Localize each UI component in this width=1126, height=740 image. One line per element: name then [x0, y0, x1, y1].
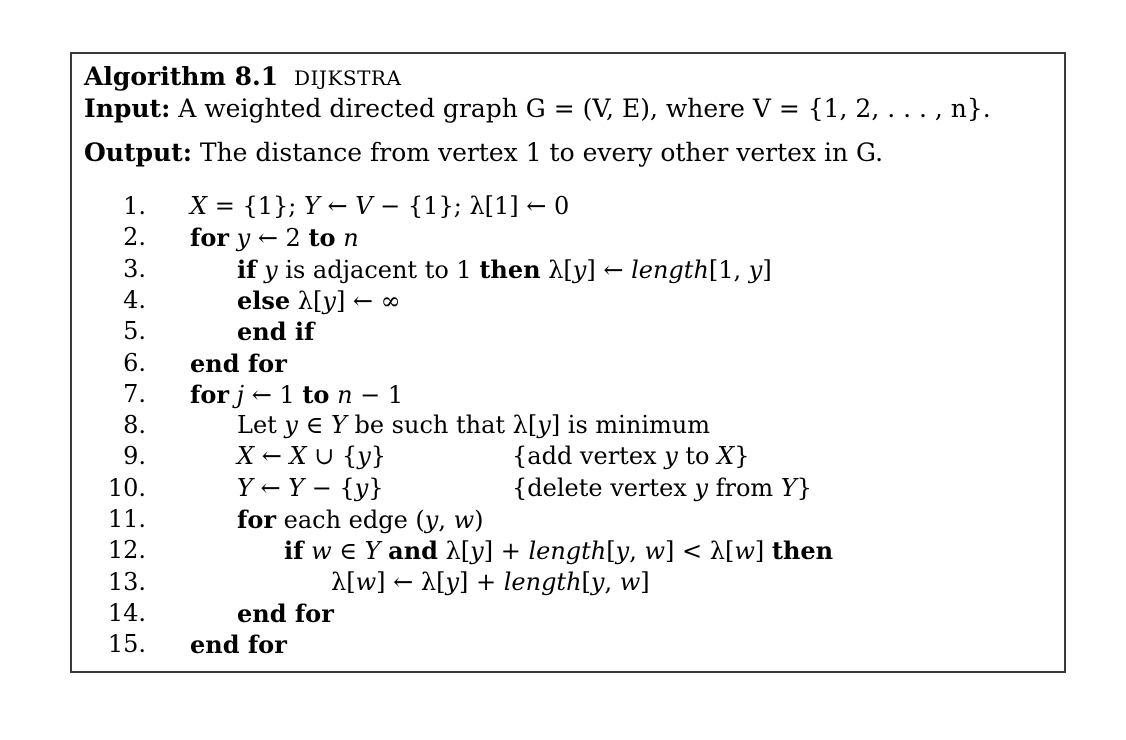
line-code: if w ∈ Y and λ[y] + length[y, w] < λ[w] then: [284, 536, 834, 566]
pseudocode-line: [72, 317, 1052, 347]
line-code: end for: [190, 348, 287, 378]
pseudocode-line: [72, 630, 1052, 660]
line-number: 9.: [123, 442, 146, 471]
pseudocode-line: [72, 411, 1052, 441]
line-code: Y ← Y − {y}: [237, 473, 384, 502]
line-code: for y ← 2 to n: [190, 223, 359, 253]
pseudocode-line: [72, 223, 1052, 253]
line-code: for j ← 1 to n − 1: [190, 379, 404, 409]
algorithm-title: [84, 62, 401, 91]
pseudocode-line: [72, 286, 1052, 316]
pseudocode-line: [72, 599, 1052, 629]
input-text: A weighted directed graph G = (V, E), where V = {1, 2, . . . , n}.: [178, 94, 991, 123]
line-number: 6.: [123, 348, 146, 377]
line-code: Let y ∈ Y be such that λ[y] is minimum: [237, 411, 710, 440]
pseudocode-line: [72, 442, 1052, 472]
line-code: end for: [237, 598, 334, 628]
line-number: 4.: [123, 285, 146, 314]
pseudocode-line: [72, 192, 1052, 222]
line-code: X = {1}; Y ← V − {1}; λ[1] ← 0: [190, 192, 570, 220]
line-code: X ← X ∪ {y}: [237, 442, 387, 471]
pseudocode-line: [72, 536, 1052, 566]
line-number: 7.: [123, 379, 146, 408]
pseudocode-line: [72, 349, 1052, 379]
line-code: λ[w] ← λ[y] + length[y, w]: [331, 567, 650, 596]
line-code: for each edge (y, w): [237, 505, 484, 534]
pseudocode-line: [72, 474, 1052, 504]
line-number: 1.: [123, 192, 146, 220]
line-number: 14.: [107, 598, 146, 627]
line-number: 5.: [123, 317, 146, 346]
algorithm-label: Algorithm 8.1: [84, 62, 279, 91]
pseudocode-line: [72, 255, 1052, 285]
line-code: else λ[y] ← ∞: [237, 285, 401, 315]
input-label: Input:: [84, 94, 171, 123]
input-line: [84, 94, 991, 123]
pseudocode-line: [72, 505, 1052, 535]
line-number: 15.: [107, 630, 146, 659]
output-label: Output:: [84, 138, 192, 167]
pseudocode-line: [72, 380, 1052, 410]
line-number: 3.: [123, 254, 146, 283]
line-number: 13.: [107, 567, 146, 596]
algorithm-box: [70, 52, 1066, 673]
line-number: 2.: [123, 223, 146, 252]
output-line: [84, 138, 883, 167]
line-code: if y is adjacent to 1 then λ[y] ← length[1, y]: [237, 254, 772, 284]
line-code: end if: [237, 317, 315, 347]
line-code: end for: [190, 630, 287, 660]
line-number: 10.: [107, 473, 146, 502]
output-text: The distance from vertex 1 to every other vertex in G.: [199, 138, 884, 167]
algorithm-name: DIJKSTRA: [294, 66, 402, 90]
line-number: 12.: [107, 536, 146, 565]
line-number: 11.: [107, 505, 146, 533]
pseudocode-line: [72, 568, 1052, 598]
line-comment: {delete vertex y from Y}: [512, 473, 812, 502]
line-comment: {add vertex y to X}: [512, 442, 750, 471]
line-number: 8.: [123, 411, 146, 440]
